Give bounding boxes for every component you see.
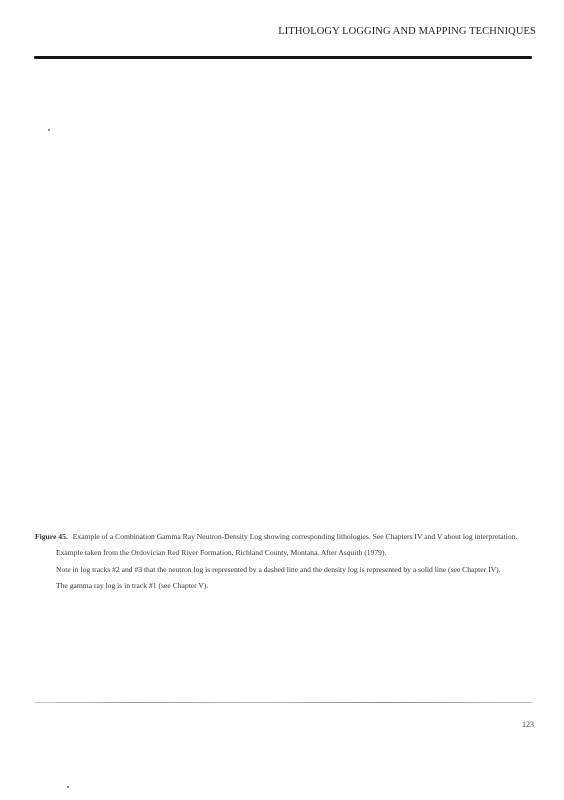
footer-rule: [34, 702, 532, 703]
caption-first-text: Example of a Combination Gamma Ray Neutron-Density Log showing corresponding lithologies. See Chapters IV and V about log interpretation.: [72, 532, 518, 541]
caption-paragraph-gamma: The gamma ray log is in track #1 (see Chapter V).: [56, 581, 209, 591]
caption-paragraph-tracks: Note in log tracks #2 and #3 that the neutron log is represented by a dashed line and the density log is represented by a solid line (see Chapter IV).: [56, 564, 501, 574]
caption-first-paragraph: [35, 532, 535, 542]
caption-paragraph-source: Example taken from the Ordovician Red River Formation, Richland County, Montana. After Asquith (1979).: [56, 548, 387, 558]
scan-speck: [67, 786, 69, 788]
figure-label: Figure 45.: [35, 532, 68, 541]
running-header-title: LITHOLOGY LOGGING AND MAPPING TECHNIQUES: [278, 26, 536, 37]
scan-speck: [48, 129, 50, 131]
page-number: 123: [522, 720, 534, 729]
header-rule: [34, 56, 532, 59]
figure-caption: [35, 532, 535, 592]
